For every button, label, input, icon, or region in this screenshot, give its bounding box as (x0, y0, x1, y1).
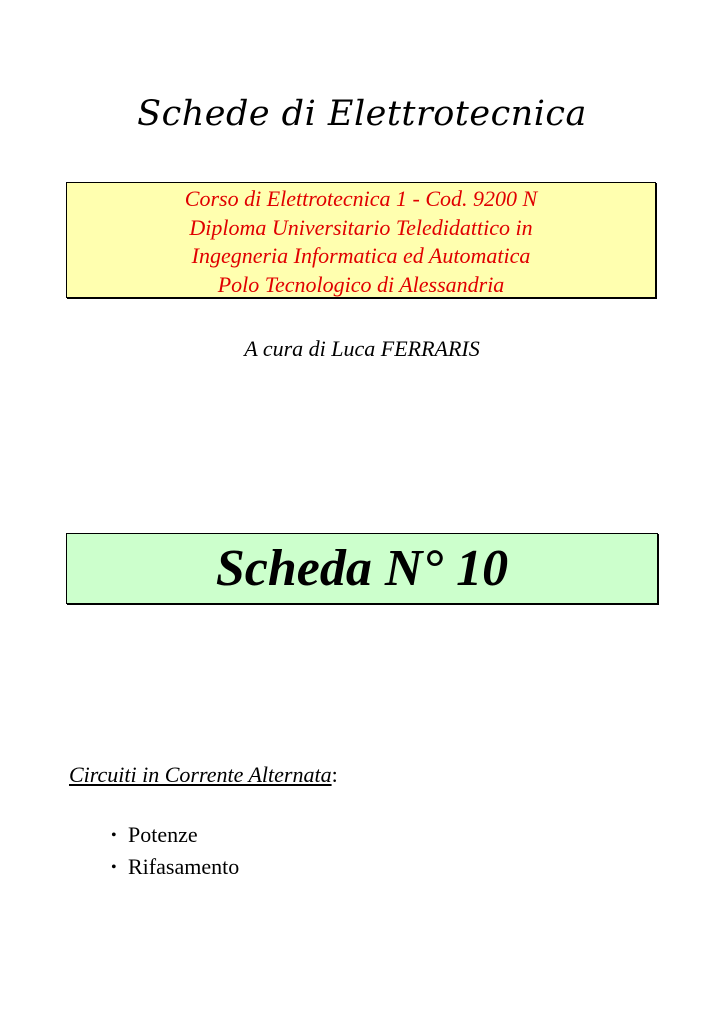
course-info-line: Diploma Universitario Teledidattico in (189, 214, 533, 240)
scheda-number: Scheda N° 10 (215, 540, 509, 597)
list-item-label: Potenze (128, 822, 198, 847)
course-info-line: Corso di Elettrotecnica 1 - Cod. 9200 N (184, 186, 538, 211)
list-item (111, 851, 239, 883)
course-info-box (66, 182, 656, 298)
course-info-line: Ingegneria Informatica ed Automatica (191, 243, 531, 268)
course-info-line: Polo Tecnologico di Alessandria (217, 271, 505, 297)
topic-heading-colon: : (331, 762, 338, 787)
list-item-label: Rifasamento (128, 854, 240, 879)
scheda-number-box (66, 533, 658, 604)
author-credit: A cura di Luca FERRARIS (244, 336, 480, 361)
bullet-icon: • (111, 827, 117, 844)
list-item (111, 819, 239, 851)
topic-heading: Circuiti in Corrente Alternata (69, 762, 332, 787)
bullet-icon: • (111, 859, 117, 876)
topic-list (111, 819, 239, 883)
topic-section (69, 760, 338, 790)
document-title: Schede di Elettrotecnica (137, 94, 587, 134)
